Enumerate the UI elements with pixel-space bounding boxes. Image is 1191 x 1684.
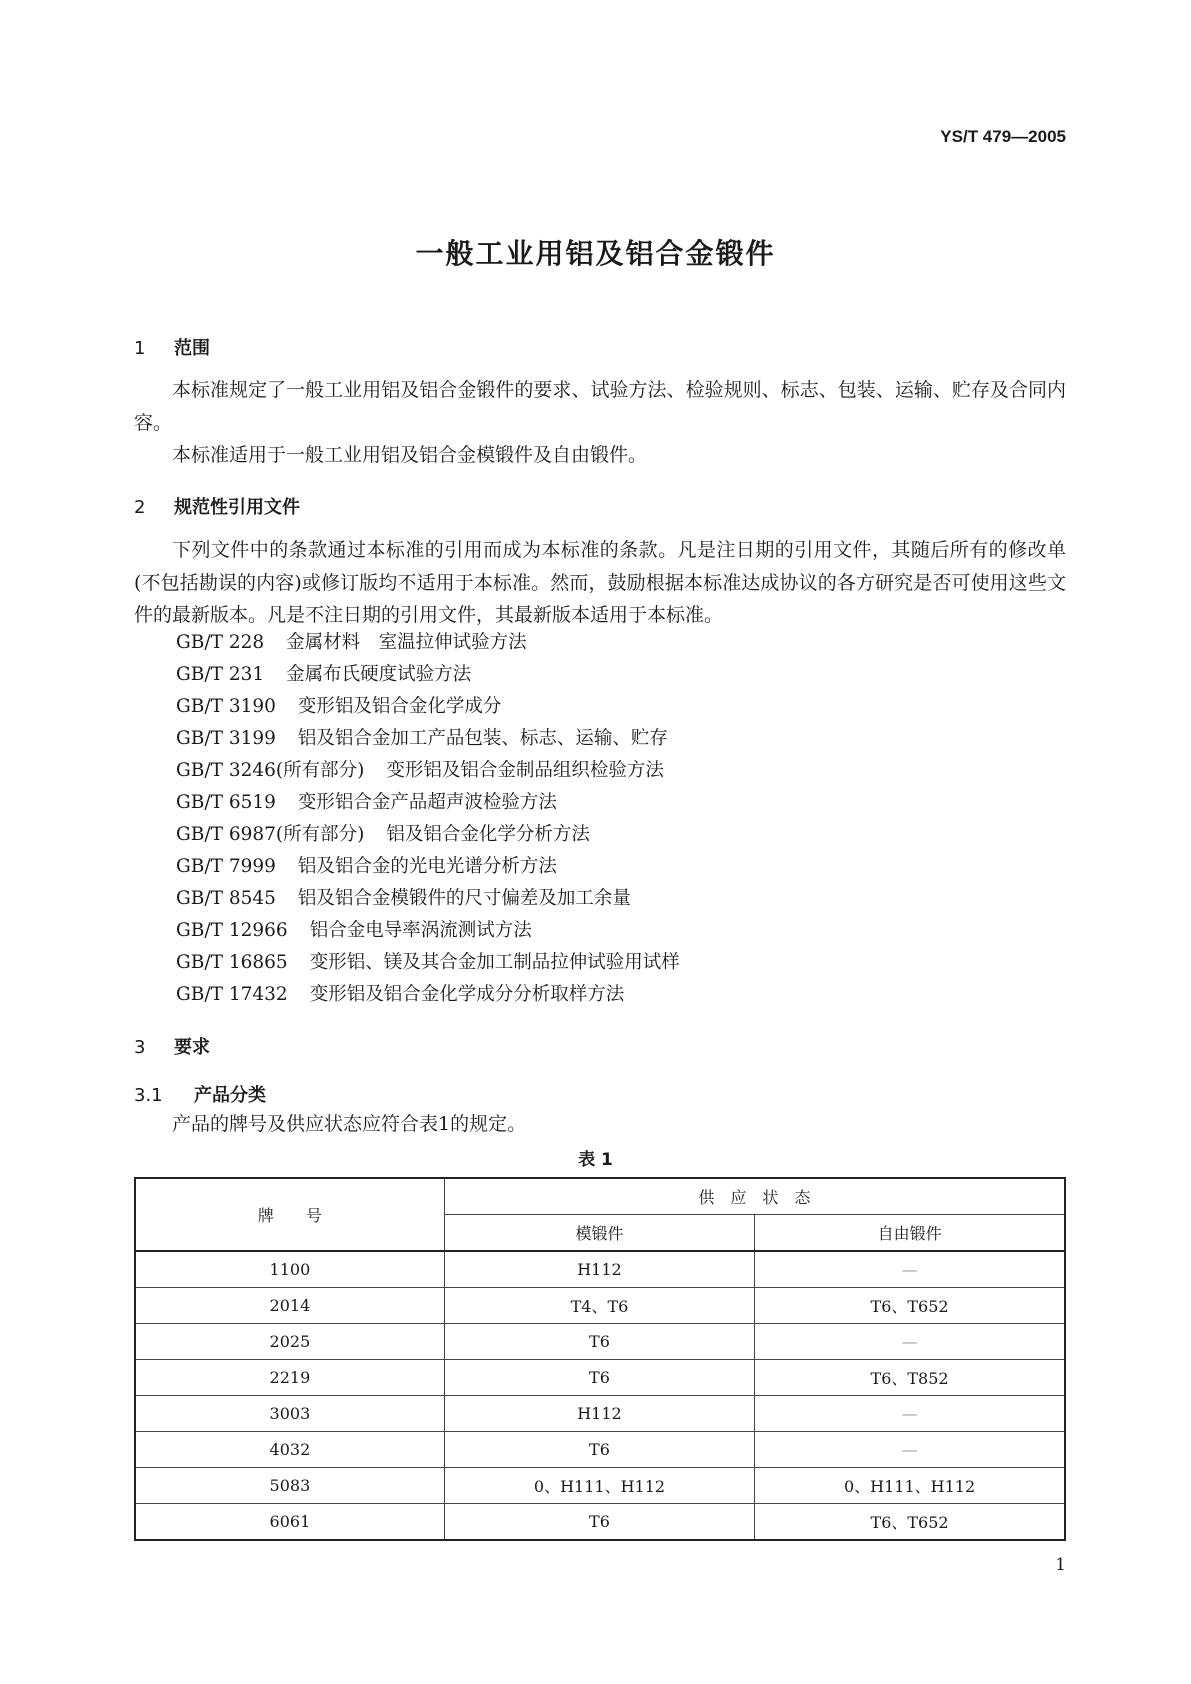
reference-title: 金属材料 室温拉伸试验方法 [286,632,527,653]
reference-item [176,947,680,979]
reference-code: GB/T 231 [176,664,265,685]
reference-title: 变形铝合金产品超声波检验方法 [297,792,557,813]
die-forging-cell: H112 [444,1396,754,1432]
section-heading-1: 1 范围 [134,338,210,359]
table-row [135,1396,1065,1432]
header-supply-state: 供 应 状 态 [444,1178,1065,1215]
reference-title: 变形铝及铝合金制品组织检验方法 [386,760,664,781]
reference-code: GB/T 6987(所有部分) [176,824,365,845]
standard-number: YS/T 479—2005 [940,127,1066,146]
reference-code: GB/T 12966 [176,920,288,941]
table-row [135,1504,1065,1541]
reference-item [176,883,631,915]
reference-item [176,787,557,819]
reference-code: GB/T 16865 [176,952,288,973]
reference-title: 变形铝及铝合金化学成分分析取样方法 [309,984,625,1005]
table-row [135,1288,1065,1324]
header-die-forging: 模锻件 [444,1215,754,1252]
reference-code: GB/T 3199 [176,728,276,749]
table-row [135,1251,1065,1288]
reference-item [176,627,527,659]
reference-code: GB/T 8545 [176,888,276,909]
die-forging-cell: T6 [444,1324,754,1360]
free-forging-cell: — [755,1396,1065,1432]
table-1 [134,1177,1066,1541]
grade-cell: 6061 [135,1504,444,1541]
die-forging-cell: H112 [444,1251,754,1288]
paragraph: 本标准适用于一般工业用铝及铝合金模锻件及自由锻件。 [172,444,648,466]
reference-code: GB/T 3246(所有部分) [176,760,365,781]
reference-title: 铝及铝合金加工产品包装、标志、运输、贮存 [297,728,668,749]
reference-item [176,755,664,787]
free-forging-cell: T6、T652 [755,1504,1065,1541]
table-row [135,1360,1065,1396]
table-row [135,1324,1065,1360]
reference-item [176,851,557,883]
reference-item [176,979,624,1011]
table-caption: 表 1 [578,1150,613,1170]
grade-cell: 5083 [135,1468,444,1504]
paragraph: 产品的牌号及供应状态应符合表1的规定。 [172,1113,527,1135]
reference-code: GB/T 3190 [176,696,276,717]
free-forging-cell: T6、T852 [755,1360,1065,1396]
grade-cell: 2014 [135,1288,444,1324]
section-heading-3-1: 3.1 产品分类 [134,1085,266,1106]
reference-code: GB/T 228 [176,632,265,653]
free-forging-cell: T6、T652 [755,1288,1065,1324]
section-heading-2: 2 规范性引用文件 [134,497,300,518]
reference-title: 铝及铝合金化学分析方法 [386,824,590,845]
table-row [135,1432,1065,1468]
paragraph: 下列文件中的条款通过本标准的引用而成为本标准的条款。凡是注日期的引用文件，其随后所有的修改单(不包括勘误的内容)或修订版均不适用于本标准。然而，鼓励根据本标准达成协议的各方研究是否可使用这些文件的最新版本。凡是不注日期的引用文件，其最新版本适用于本标准。 [134,539,1066,626]
document-title: 一般工业用铝及铝合金锻件 [415,237,776,270]
reference-title: 变形铝、镁及其合金加工制品拉伸试验用试样 [309,952,680,973]
paragraph: 本标准规定了一般工业用铝及铝合金锻件的要求、试验方法、检验规则、标志、包装、运输、贮存及合同内容。 [134,379,1066,434]
reference-item [176,723,668,755]
free-forging-cell: — [755,1324,1065,1360]
die-forging-cell: T4、T6 [444,1288,754,1324]
page-number: 1 [1055,1555,1066,1575]
free-forging-cell: — [755,1432,1065,1468]
grade-cell: 1100 [135,1251,444,1288]
reference-item [176,915,532,947]
reference-code: GB/T 17432 [176,984,288,1005]
table-row [135,1468,1065,1504]
reference-title: 铝及铝合金的光电光谱分析方法 [297,856,557,877]
grade-cell: 2219 [135,1360,444,1396]
header-free-forging: 自由锻件 [755,1215,1065,1252]
reference-item [176,691,501,723]
reference-title: 金属布氏硬度试验方法 [286,664,472,685]
section-heading-3: 3 要求 [134,1037,210,1058]
reference-code: GB/T 7999 [176,856,276,877]
free-forging-cell: — [755,1251,1065,1288]
reference-title: 铝及铝合金模锻件的尺寸偏差及加工余量 [297,888,631,909]
header-grade: 牌 号 [135,1178,444,1251]
reference-item [176,819,590,851]
die-forging-cell: T6 [444,1360,754,1396]
grade-cell: 4032 [135,1432,444,1468]
reference-item [176,659,471,691]
reference-code: GB/T 6519 [176,792,276,813]
reference-title: 变形铝及铝合金化学成分 [297,696,502,717]
die-forging-cell: T6 [444,1432,754,1468]
reference-title: 铝合金电导率涡流测试方法 [309,920,532,941]
die-forging-cell: T6 [444,1504,754,1541]
free-forging-cell: 0、H111、H112 [755,1468,1065,1504]
grade-cell: 3003 [135,1396,444,1432]
grade-cell: 2025 [135,1324,444,1360]
die-forging-cell: 0、H111、H112 [444,1468,754,1504]
